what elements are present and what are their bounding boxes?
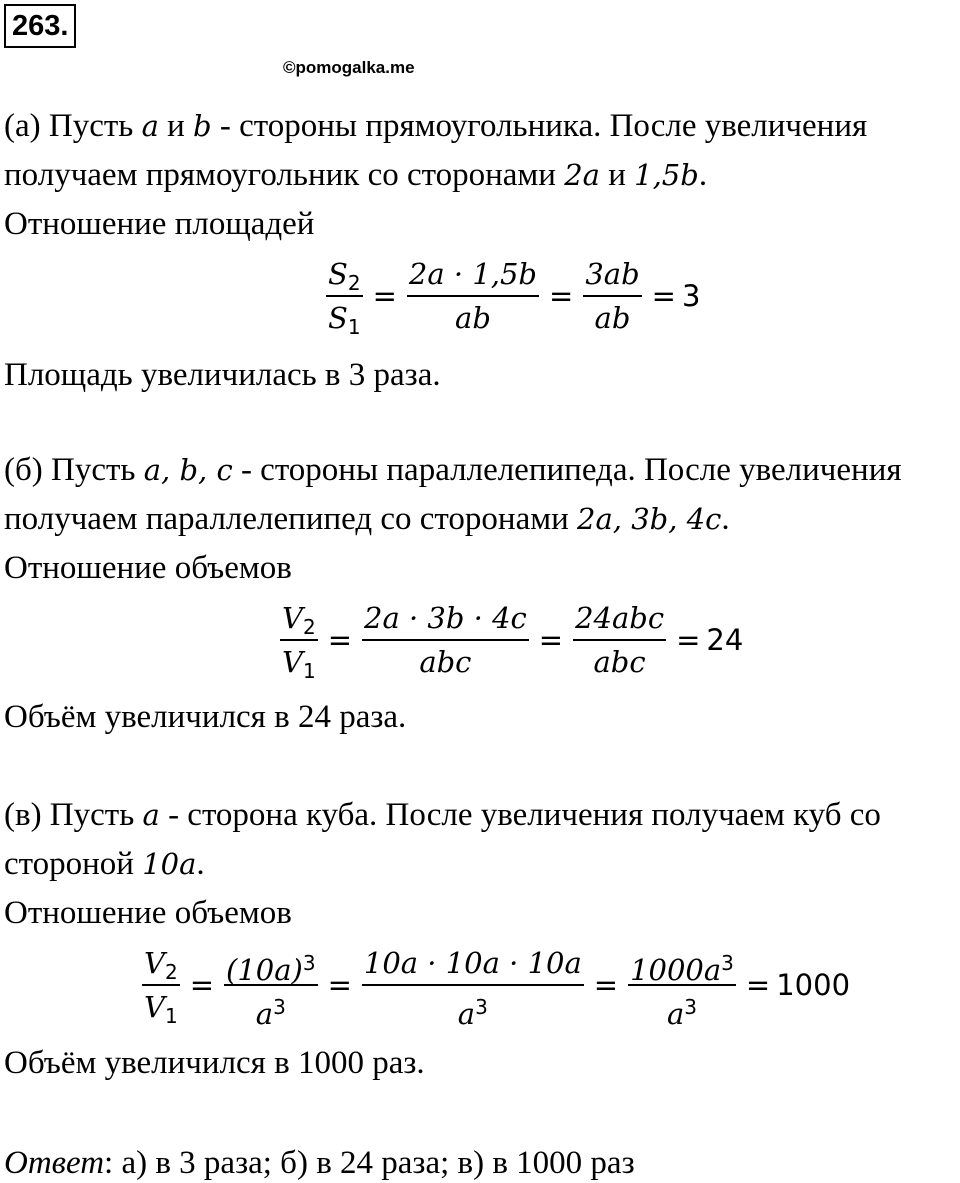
problem-number: 263.: [4, 4, 76, 48]
part-b-line-1: (б) Пусть a, b, c - стороны параллелепипеда. После увеличения: [4, 452, 902, 488]
equation-result: 24: [706, 623, 744, 657]
fraction: $\frac{\text{24abc}}{\text{abc}}$: [575, 601, 665, 679]
answer-text: : а) в 3 раза; б) в 24 раза; в) в 1000 раз: [104, 1145, 635, 1181]
part-b-equation: $\frac{V_2}{V_1}$ = $\frac{2a \cdot 3b \cdot 4c}{\text{abc}}$ = $\frac{\text{24abc}}{\text{abc}}$ = 24: [276, 597, 743, 683]
equation-result: 3: [681, 279, 701, 313]
part-c-line-3: Отношение объемов: [4, 895, 292, 931]
fraction: $\frac{(10a)^3}{a^3}$: [226, 951, 316, 1031]
part-a-conclusion: Площадь увеличилась в 3 раза.: [4, 357, 441, 393]
part-c-line-2: стороной 10a.: [4, 846, 205, 882]
part-b-line-3: Отношение объемов: [4, 550, 292, 586]
fraction: $\frac{1000a^3}{a^3}$: [630, 951, 734, 1031]
part-a-line-3: Отношение площадей: [4, 206, 315, 242]
answer-label: Ответ: [4, 1145, 105, 1181]
fraction: $\frac{S_2}{S_1}$: [328, 257, 361, 339]
fraction: $\frac{2a \cdot 1,5b}{ab}$: [408, 257, 538, 335]
part-b-line-2: получаем параллелепипед со сторонами 2a, 3b, 4c.: [4, 501, 730, 537]
part-a-line-1: (а) Пусть a и b - стороны прямоугольника. После увеличения: [4, 108, 868, 144]
fraction: $\frac{2a \cdot 3b \cdot 4c}{\text{abc}}$: [364, 601, 527, 679]
equation-result: 1000: [776, 968, 851, 1002]
part-c-conclusion: Объём увеличился в 1000 раз.: [4, 1045, 425, 1081]
fraction: $\frac{10a \cdot 10a \cdot 10a}{a^3}$: [363, 946, 582, 1031]
part-a-line-2: получаем прямоугольник со сторонами 2a и 1,5b.: [4, 157, 708, 193]
answer-line: [4, 1143, 635, 1183]
part-c-equation: $\frac{V_2}{V_1}$ = $\frac{(10a)^3}{a^3}$ = $\frac{10a \cdot 10a \cdot 10a}{a^3}$ = $\frac{1000a^3}{a^3}$ = 1000: [138, 942, 850, 1028]
fraction: $\frac{V_2}{V_1}$: [144, 946, 178, 1028]
fraction: $\frac{3ab}{ab}$: [585, 257, 640, 335]
part-b-conclusion: Объём увеличился в 24 раза.: [4, 699, 407, 735]
part-c-line-1: (в) Пусть a - сторона куба. После увеличения получаем куб со: [4, 797, 881, 833]
fraction: $\frac{V_2}{V_1}$: [282, 601, 316, 683]
watermark: ©pomogalka.me: [283, 58, 415, 77]
part-a-equation: $\frac{S_2}{S_1}$ = $\frac{2a \cdot 1,5b}{ab}$ = $\frac{3ab}{ab}$ = 3: [322, 253, 700, 339]
